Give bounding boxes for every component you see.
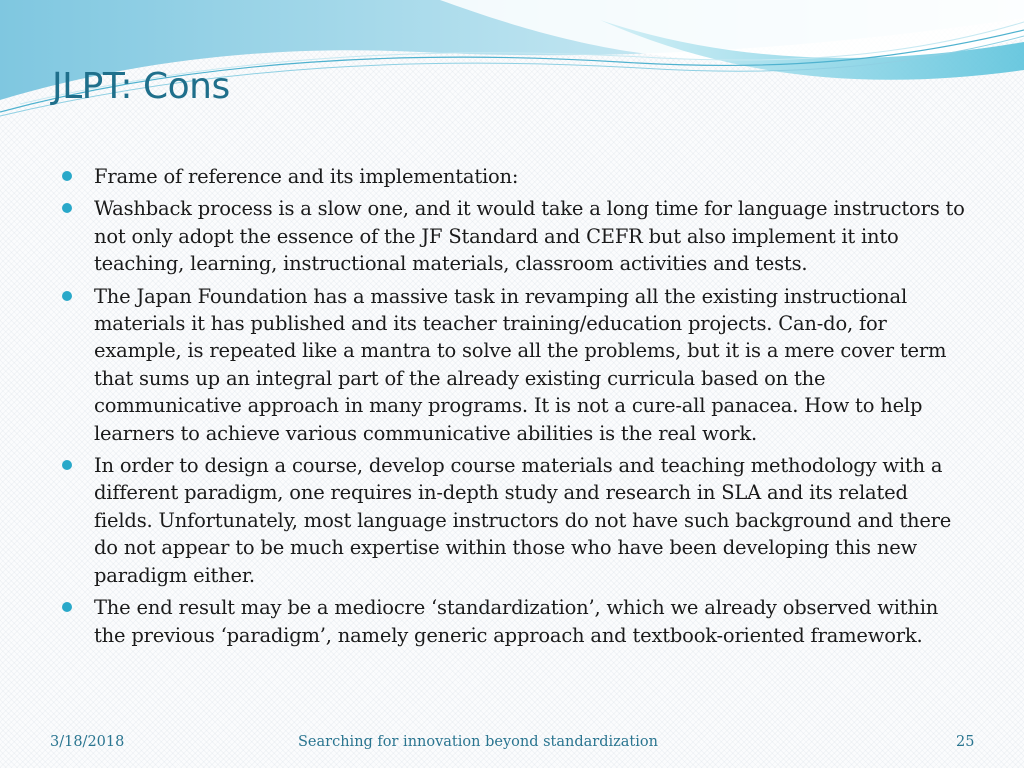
bullet-text: Washback process is a slow one, and it would take a long time for language instructors to not only adopt the essence of the JF Standard and CEFR but also implement it into teaching, learning, instructional materials, classroom activities and tests. — [94, 197, 965, 276]
bullet-dot-icon — [62, 171, 72, 181]
bullet-dot-icon — [62, 291, 72, 301]
bullet-item — [58, 195, 970, 277]
bullet-dot-icon — [62, 460, 72, 470]
bullet-text: The Japan Foundation has a massive task in revamping all the existing instructional materials it has published and its teacher training/education projects. Can-do, for example, is repeated like a mantra to solve all the problems, but it is a mere cover term that sums up an integral part of the already existing curricula based on the communicative approach in many programs. It is not a cure-all panacea. How to help learners to achieve various communicative abilities is the real work. — [94, 284, 947, 445]
footer-date: 3/18/2018 — [50, 734, 125, 750]
bullet-text: In order to design a course, develop course materials and teaching methodology with a different paradigm, one requires in-depth study and research in SLA and its related fields. Unfortunately, most language instructors do not have such background and there do not appear to be much expertise within those who have been developing this new paradigm either. — [94, 454, 952, 587]
slide-title: JLPT: Cons — [52, 66, 230, 107]
bullet-text: Frame of reference and its implementation: — [94, 165, 519, 188]
bullet-list — [58, 163, 970, 654]
footer-title: Searching for innovation beyond standardization — [298, 734, 658, 750]
bullet-dot-icon — [62, 203, 72, 213]
bullet-item — [58, 283, 970, 447]
page-number: 25 — [956, 734, 975, 750]
bullet-dot-icon — [62, 602, 72, 612]
bullet-text: The end result may be a mediocre ‘standardization’, which we already observed within the previous ‘paradigm’, namely generic approach and textbook-oriented framework. — [94, 596, 939, 647]
bullet-item — [58, 594, 970, 649]
bullet-item — [58, 452, 970, 589]
bullet-item — [58, 163, 970, 190]
